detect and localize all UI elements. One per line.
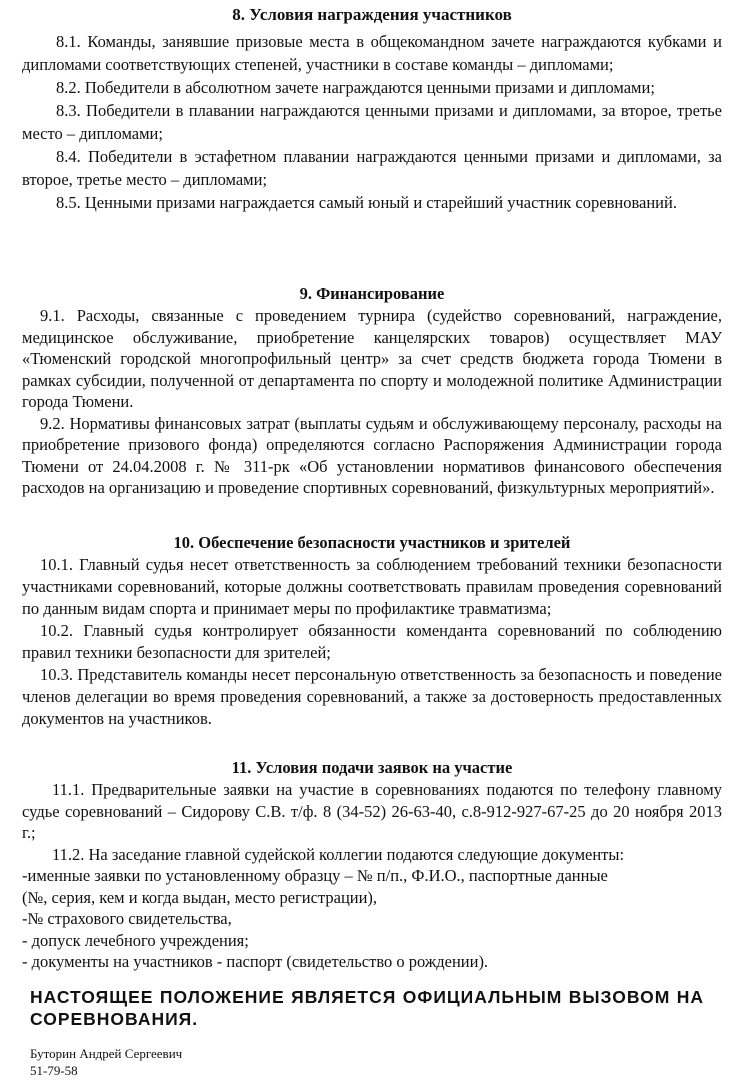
list-item: -именные заявки по установленному образцу – № п/п., Ф.И.О., паспортные данные [22,866,608,885]
paragraph-11-1: 11.1. Предварительные заявки на участие в соревнованиях подаются по телефону главному судье соревнований – Сидорову С.В. т/ф. 8 (34-52) 26-63-40, с.8-912-927-67-25 до 20 ноября 2013 г.; [22,780,722,842]
paragraph-8-5: 8.5. Ценными призами награждается самый юный и старейший участник соревнований. [56,193,677,212]
list-item: -№ страхового свидетельства, [22,909,232,928]
list-item: - документы на участников - паспорт (свидетельство о рождении). [22,952,489,971]
paragraph-8-2: 8.2. Победители в абсолютном зачете награждаются ценными призами и дипломами; [56,78,655,97]
signer-phone: 51-79-58 [30,1063,78,1078]
list-item: - допуск лечебного учреждения; [22,930,249,950]
paragraph-8-1: 8.1. Команды, занявшие призовые места в общекомандном зачете награждаются кубками и дипломами соответствующих степеней, участники в составе команды – дипломами; [22,32,722,74]
paragraph-11-2: 11.2. На заседание главной судейской коллегии подаются следующие документы: [52,844,625,864]
section-applications-title: 11. Условия подачи заявок на участие [231,758,513,777]
paragraph-10-3: 10.3. Представитель команды несет персональную ответственность за безопасность и поведение членов делегации во время проведения соревнований, а также за достоверность предоставленных документов на участников. [22,665,722,728]
signer-name: Буторин Андрей Сергеевич [30,1046,183,1061]
paragraph-9-2: 9.2. Нормативы финансовых затрат (выплаты судьям и обслуживающему персоналу, расходы на приобретение призового фонда) определяются согласно Распоряжения Администрации города Тюмени от 24.04.2008 г. № 311-рк «Об установлении нормативов финансового обеспечения расходов на организацию и проведение спортивных соревнований, физкультурных мероприятий». [22,413,722,497]
paragraph-8-3: 8.3. Победители в плавании награждаются ценными призами и дипломами, за второе, третье место – дипломами; [22,101,722,143]
section-financing-title: 9. Финансирование [299,284,445,303]
section-awards-title: 8. Условия награждения участников [232,5,512,24]
official-call-statement: НАСТОЯЩЕЕ ПОЛОЖЕНИЕ ЯВЛЯЕТСЯ ОФИЦИАЛЬНЫМ ВЫЗОВОМ НА СОРЕВНОВАНИЯ. [30,987,704,1029]
section-financing [22,283,722,499]
section-safety-title: 10. Обеспечение безопасности участников и зрителей [173,533,571,552]
list-item: (№, серия, кем и когда выдан, место регистрации), [22,887,378,907]
paragraph-8-4: 8.4. Победители в эстафетном плавании награждаются ценными призами и дипломами, за второе, третье место – дипломами; [22,147,722,189]
signer-block [30,1045,182,1079]
paragraph-9-1: 9.1. Расходы, связанные с проведением турнира (судейство соревнований, награждение, медицинское обслуживание, приобретение канцелярских товаров) осуществляет МАУ «Тюменский городской многопрофильный центр» за счет средств бюджета города Тюмени в рамках субсидии, полученной от департамента по спорту и молодежной политике Администрации города Тюмени. [22,306,722,411]
section-awards [22,4,722,214]
paragraph-10-1: 10.1. Главный судья несет ответственность за соблюдением требований техники безопасности участниками соревнований, которые должны соответствовать правилам проведения соревнований по данным видам спорта и принимает меры по профилактике травматизма; [22,555,722,618]
paragraph-10-2: 10.2. Главный судья контролирует обязанности коменданта соревнований по соблюдению правил техники безопасности для зрителей; [22,621,722,662]
section-applications [22,757,722,973]
section-safety [22,532,722,730]
